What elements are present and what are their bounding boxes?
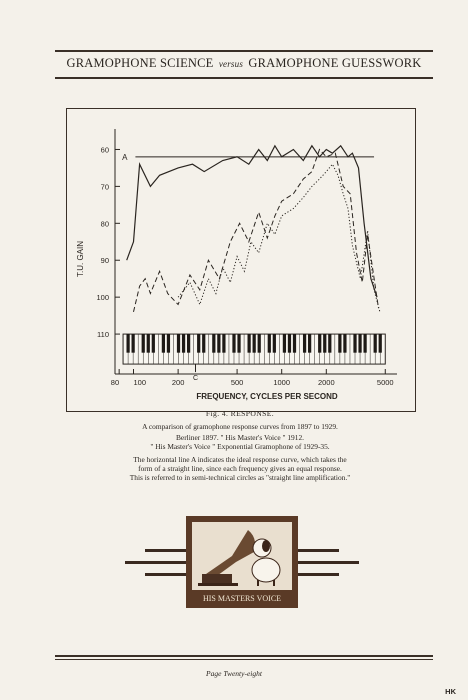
x-tick-label: 500	[230, 378, 244, 387]
header-bottom-rule	[55, 77, 433, 79]
header-top-rule	[55, 50, 433, 52]
y-axis-label: T.U. GAIN	[76, 240, 85, 278]
black-key	[152, 334, 155, 353]
y-tick-label: 100	[96, 293, 109, 303]
black-key	[237, 334, 240, 353]
caption-line-2: Berliner 1897. " His Master's Voice " 1912.	[176, 433, 304, 442]
logo-stripe-right-3	[298, 573, 339, 576]
y-tick-label: 80	[100, 219, 109, 229]
logo-stripe-right-1	[298, 549, 339, 552]
caption-line-3: " His Master's Voice " Exponential Gramophone of 1929-35.	[150, 442, 330, 451]
gramophone-base	[198, 583, 238, 586]
header-left-title: GRAMOPHONE SCIENCE	[66, 56, 214, 70]
black-key	[187, 334, 190, 353]
black-key	[328, 334, 331, 353]
black-key	[132, 334, 135, 353]
x-tick-label: 80	[110, 378, 120, 387]
black-key	[177, 334, 180, 353]
black-key	[268, 334, 271, 353]
figure-frame	[66, 108, 416, 412]
footer-rule-2	[55, 659, 433, 660]
black-key	[338, 334, 341, 353]
logo-stripe-left-2	[125, 561, 186, 564]
y-tick-label: 90	[100, 256, 109, 266]
logo-stripe-left-3	[145, 573, 186, 576]
x-tick-label: 100	[133, 378, 147, 387]
header-right-title: GRAMOPHONE GUESSWORK	[248, 56, 422, 70]
logo-plate: HIS MASTERS VOICE	[202, 594, 282, 603]
black-key	[288, 334, 291, 353]
black-key	[343, 334, 346, 353]
gramophone-horn	[206, 530, 255, 578]
response-curve-dashed	[134, 150, 379, 312]
footer-rule-1	[55, 655, 433, 657]
x-axis-label: FREQUENCY, CYCLES PER SECOND	[196, 392, 338, 401]
logo-stripe-left-1	[145, 549, 186, 552]
page-number: Page Twenty-eight	[206, 669, 262, 678]
black-key	[353, 334, 356, 353]
black-key	[232, 334, 235, 353]
figure-label: Fig. 4. RESPONSE.	[205, 409, 275, 418]
black-key	[273, 334, 276, 353]
caption-line-1: A comparison of gramophone response curves from 1897 to 1929.	[142, 422, 338, 431]
printer-initials: HK	[445, 687, 456, 696]
black-key	[293, 334, 296, 353]
x-tick-label: 5000	[376, 378, 394, 387]
dog-body	[252, 558, 280, 582]
y-tick-label: 110	[97, 330, 109, 340]
black-key	[222, 334, 225, 353]
black-key	[147, 334, 150, 353]
black-key	[202, 334, 205, 353]
y-tick-label: 70	[100, 182, 109, 192]
dog-gramophone-icon	[192, 522, 292, 590]
logo-stripe-right-2	[298, 561, 359, 564]
nipper-illustration	[192, 522, 292, 590]
y-ticks	[96, 145, 120, 339]
black-key	[308, 334, 311, 353]
x-tick-label: 2000	[317, 378, 335, 387]
black-key	[318, 334, 321, 353]
black-key	[374, 334, 377, 353]
his-masters-voice-logo	[186, 516, 298, 608]
black-key	[167, 334, 170, 353]
response-chart	[67, 109, 417, 413]
y-tick-label: 60	[100, 145, 109, 155]
caption-paragraph-2: form of a straight line, since each frequency gives an equal response.	[138, 464, 342, 473]
caption-paragraph-3: This is referred to in semi-technical circles as "straight line amplification."	[129, 473, 351, 482]
black-key	[248, 334, 251, 353]
x-tick-label: 200	[171, 378, 185, 387]
response-curve-dotted	[178, 164, 380, 312]
x-tick-label: 1000	[273, 378, 291, 387]
x-ticks	[111, 369, 394, 387]
black-key	[358, 334, 361, 353]
black-key	[212, 334, 215, 353]
black-key	[126, 334, 129, 353]
black-key	[379, 334, 382, 353]
black-key	[182, 334, 185, 353]
black-key	[323, 334, 326, 353]
black-key	[162, 334, 165, 353]
black-key	[363, 334, 366, 353]
header-versus: versus	[218, 59, 244, 69]
middle-c-label: C	[192, 375, 199, 383]
reference-line-a-label: A	[122, 152, 128, 162]
dog-ear	[262, 540, 270, 552]
black-key	[258, 334, 261, 353]
black-key	[303, 334, 306, 353]
piano-keyboard	[123, 334, 385, 364]
black-key	[197, 334, 200, 353]
black-key	[142, 334, 145, 353]
gramophone-cabinet	[202, 574, 232, 583]
black-key	[253, 334, 256, 353]
page-header	[55, 56, 433, 71]
black-key	[283, 334, 286, 353]
caption-paragraph-1: The horizontal line A indicates the ideal response curve, which takes the	[133, 455, 347, 464]
black-key	[217, 334, 220, 353]
response-curves	[127, 146, 380, 312]
